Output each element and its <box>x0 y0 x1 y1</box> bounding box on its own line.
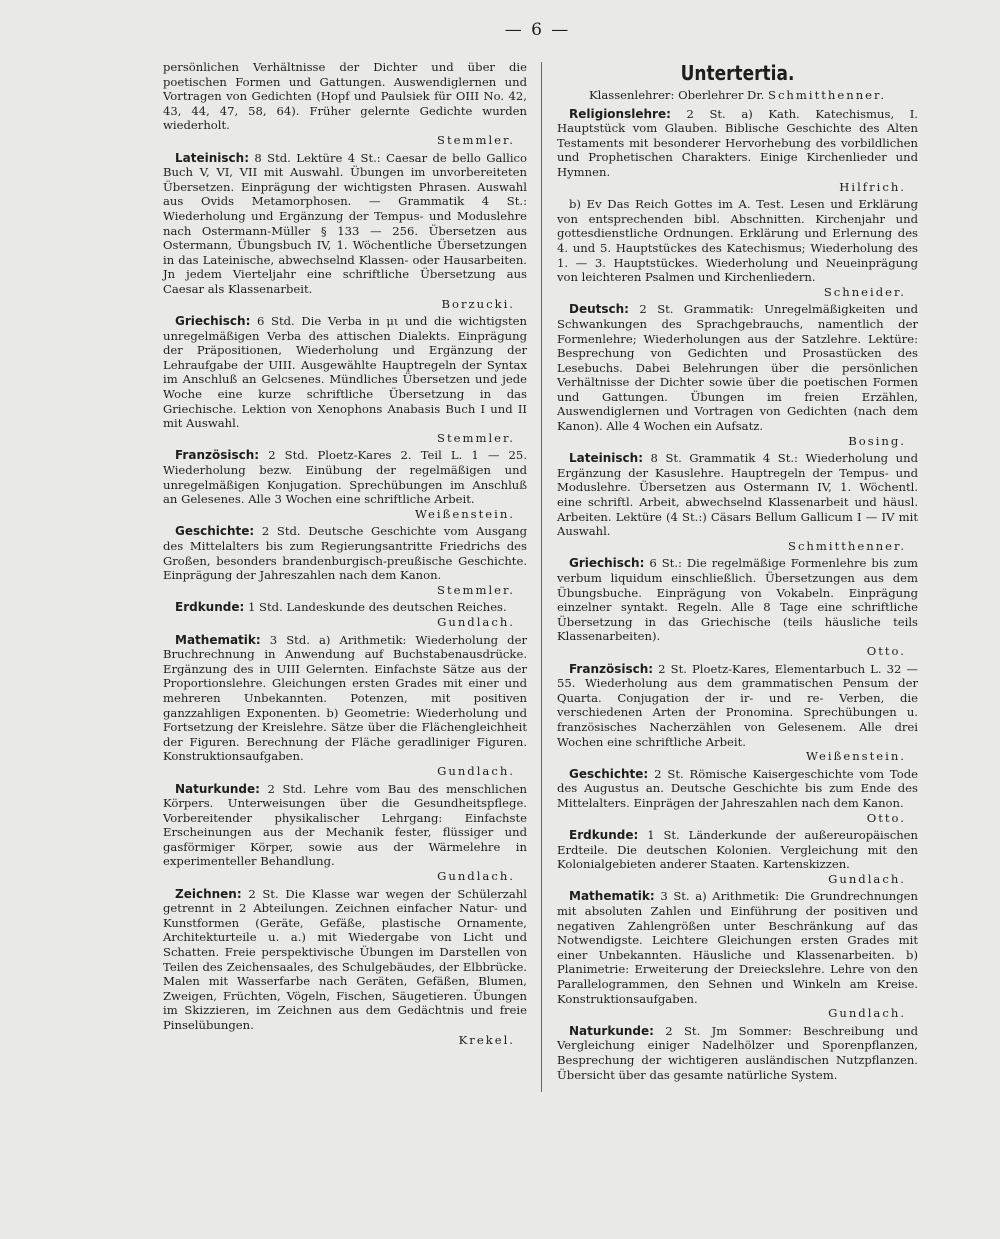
teacher-signature: Otto. <box>866 810 906 825</box>
teacher-signature: Gundlach. <box>828 871 906 886</box>
teacher-signature: Stemmler. <box>437 582 515 597</box>
subject-section <box>557 828 918 886</box>
right-sections <box>557 107 918 1083</box>
subject-heading: Religionslehre: <box>569 106 671 121</box>
subject-text: 2 Std. Deutsche Geschichte vom Ausgang des Mittelalters bis zum Regierungsantritte Friedrichs des Großen, besonders brandenburgisch-preußische Geschichte. Einprägung der Jahreszahlen nach dem Kanon. <box>163 524 528 583</box>
subject-heading: Geschichte: <box>175 524 255 539</box>
subject-text: b) Ev Das Reich Gottes im A. Test. Lesen und Erklärung von entsprechenden bibl. Abschnitten. Kirchenjahr und gottesdienstliche Ordnungen. Erklärung und Erlernung des 4. und 5. Hauptstückes des Katechismus; Wiederholung des 1. — 3. Hauptstückes. Wiederholung und Neueinprägung von leichteren Psalmen und Kirchenliedern. <box>557 197 918 285</box>
subject-section <box>557 767 918 825</box>
subject-heading: Naturkunde: <box>569 1023 654 1038</box>
subject-text: 8 Std. Lektüre 4 St.: Caesar de bello Gallico Buch V, VI, VII mit Auswahl. Übungen im unvorbereiteten Übersetzen. Einprägung der wichtigsten Phrasen. Auswahl aus Ovids Metamorphosen. — Grammatik 4 St.: Wiederholung und Ergänzung der Tempus- und Moduslehre nach Ostermann-Müller § 133 — 256. Übersetzen aus Ostermann, Übungsbuch IV, 1. Wöchentliche Übersetzungen in das Lateinische, abwechselnd Klassen- oder Hausarbeiten. Jn jedem Vierteljahr eine schriftliche Übersetzung aus Caesar als Klassenarbeit. <box>163 150 528 296</box>
teacher-signature: Borzucki. <box>441 296 515 311</box>
subject-heading: Französisch: <box>175 448 260 463</box>
subject-text: 2 Std. Lehre vom Bau des menschlichen Körpers. Unterweisungen über die Gesundheitspflege. Vorbereitender physikalischer Lehrgang: Einfachste Erscheinungen aus der Mechanik fester, flüssiger und gasförmiger Körper, sowie aus der Wärmelehre in experimenteller Behandlung. <box>163 781 528 869</box>
subject-section <box>557 662 918 764</box>
subject-heading: Geschichte: <box>569 766 649 781</box>
class-teacher <box>557 88 918 103</box>
subject-section <box>163 633 527 779</box>
subject-text: 2 St. Römische Kaisergeschichte vom Tode des Augustus an. Deutsche Geschichte bis zum Ende des Mittelalters. Einprägen der Jahreszahlen nach dem Kanon. <box>557 766 919 810</box>
teacher-signature: Weißenstein. <box>415 506 515 521</box>
subject-text: 3 Std. a) Arithmetik: Wiederholung der Bruchrechnung in Anwendung auf Buchstabenausdrücke. Ergänzung des in UIII Gelernten. Einfachste Sätze aus der Proportionslehre. Gleichungen ersten Grades mit einer und mehreren Unbekannten. Potenzen, mit positiven ganzzahligen Exponenten. b) Geometrie: Wiederholung und Fortsetzung der Kreislehre. Sätze über die Flächengleichheit der Figuren. Berechnung der Fläche geradliniger Figuren. Konstruktionsaufgaben. <box>163 632 527 764</box>
subject-text: 2 Std. Ploetz-Kares 2. Teil L. 1 — 25. Wiederholung bezw. Einübung der regelmäßigen und unregelmäßigen Konjugation. Sprechübungen im Anschluß an Gelesenes. Alle 3 Wochen eine schriftliche Arbeit. <box>163 448 527 507</box>
subject-heading: Deutsch: <box>569 302 629 317</box>
teacher-signature: Krekel. <box>458 1032 515 1047</box>
page-number: — 6 — <box>504 20 571 40</box>
subject-heading: Mathematik: <box>175 632 261 647</box>
subject-section <box>163 314 527 445</box>
teacher-signature: Gundlach. <box>437 763 515 778</box>
teacher-signature: Schneider. <box>823 284 906 299</box>
subject-heading: Lateinisch: <box>175 150 249 165</box>
subject-text: 2 St. Ploetz-Kares, Elementarbuch L. 32 — 55. Wiederholung aus dem grammatischen Pensum der Quarta. Conjugation der ir- und re- Verben, die verschiedenen Arten der Pronomina. Sprechübungen u. französisches Nacherzählen von Gelesenem. Alle drei Wochen eine schriftliche Arbeit. <box>557 661 919 749</box>
teacher-signature: Stemmler. <box>437 430 515 445</box>
subject-heading: Mathematik: <box>569 889 655 904</box>
subject-text: 3 St. a) Arithmetik: Die Grundrechnungen mit absoluten Zahlen und Einführung der positiven und negativen Zahlengrößen unter Beschränkung auf das Notwendigste. Leichtere Gleichungen ersten Grades mit einer Unbekannten. Häusliche und Klassenarbeiten. b) Planimetrie: Erweiterung der Dreieckslehre. Lehre von den Parallelogrammen, den Sehnen und Winkeln am Kreise. Konstruktionsaufgaben. <box>557 889 919 1006</box>
subject-section <box>163 448 527 521</box>
subject-section <box>557 302 918 448</box>
subject-section <box>557 556 918 658</box>
teacher-name: Schmitthenner. <box>768 88 886 102</box>
teacher-signature: Bosing. <box>848 433 906 448</box>
subject-text: 1 Std. Landeskunde des deutschen Reiches. <box>248 600 507 615</box>
teacher-signature: Otto. <box>866 643 906 658</box>
teacher-signature: Gundlach. <box>828 1006 906 1021</box>
subject-heading: Naturkunde: <box>175 781 260 796</box>
left-column <box>163 60 527 1050</box>
class-title: Untertertia. <box>680 61 795 85</box>
subject-text: 6 St.: Die regelmäßige Formenlehre bis zum verbum liquidum einschließlich. Übersetzungen aus dem Übungsbuche. Einprägung von Vokabeln. Einprägung einzelner syntakt. Regeln. Alle 8 Tage eine schriftliche Übersetzung in das Griechische (teils häusliche teils Klassenarbeiten). <box>557 556 919 644</box>
subject-heading: Erdkunde: <box>175 600 245 615</box>
subject-text: 2 St. Jm Sommer: Beschreibung und Vergleichung einiger Nadelhölzer und Sporenpflanzen, Besprechung der wichtigeren ausländischen Nutzpflanzen. Übersicht über das gesamte natürliche System. <box>557 1023 919 1082</box>
subject-section <box>557 107 918 195</box>
subject-section <box>163 887 527 1048</box>
intro-text: persönlichen Verhältnisse der Dichter und über die poetischen Formen und Gattungen. Auswendiglernen und Vortragen von Gedichten (Hopf und Paulsiek für OIII No. 42, 43, 44, 47, 58, 64). Früher gelernte Gedichte wurden wiederholt. <box>163 60 527 133</box>
subject-heading: Französisch: <box>569 661 654 676</box>
subject-section <box>163 524 527 597</box>
subject-section <box>163 151 527 312</box>
right-column <box>557 60 918 1085</box>
teacher-signature: Schmitthenner. <box>788 538 906 553</box>
teacher-signature: Gundlach. <box>437 614 515 629</box>
teacher-signature: Weißenstein. <box>806 749 906 764</box>
left-sections <box>163 151 527 1048</box>
intro-signature: Stemmler. <box>437 132 515 147</box>
intro-paragraph <box>163 60 527 148</box>
teacher-signature: Gundlach. <box>437 869 515 884</box>
subject-section <box>557 1024 918 1082</box>
subject-text: 2 St. a) Kath. Katechismus, I. Hauptstück vom Glauben. Biblische Geschichte des Alten Testaments mit besonderer Hervorhebung des vorbildlichen und Prophetischen Charakters. Einige Kirchenlieder und Hymnen. <box>557 106 918 179</box>
subject-section <box>557 197 918 299</box>
subject-section <box>163 782 527 884</box>
subject-text: 2 St. Grammatik: Unregelmäßigkeiten und Schwankungen des Sprachgebrauchs, namentlich der Formenlehre; Wiederholungen aus der Satzlehre. Lektüre: Besprechung von Gedichten und Prosastücken des Lesebuchs. Dabei Belehrungen über die persönlichen Verhältnisse der Dichter sowie über die poetischen Formen und Gattungen. Übungen im freien Erzählen, Auswendiglernen und Vortragen von Gedichten (nach dem Kanon). Alle 4 Wochen ein Aufsatz. <box>557 302 918 434</box>
subject-heading: Griechisch: <box>569 556 645 571</box>
subject-heading: Lateinisch: <box>569 451 643 466</box>
subject-text: 6 Std. Die Verba in μι und die wichtigsten unregelmäßigen Verba des attischen Dialekts. Einprägung der Präpositionen, Wiederholung und Ergänzung der Lehraufgabe der UIII. Ausgewählte Hauptregeln der Syntax im Anschluß an Gelcsenes. Mündliches Übersetzen und jede Woche eine kurze schriftliche Übersetzung in das Griechische. Lektion von Xenophons Anabasis Buch I und II mit Auswahl. <box>163 314 527 431</box>
teacher-signature: Hilfrich. <box>839 179 906 194</box>
column-divider <box>541 62 542 1092</box>
subject-text: 2 St. Die Klasse war wegen der Schülerzahl getrennt in 2 Abteilungen. Zeichnen einfacher Natur- und Kunstformen (Geräte, Gefäße, plastische Ornamente, Architekturteile u. a.) mit Wiedergabe von Licht und Schatten. Freie perspektivische Übungen im Darstellen von Teilen des Zeichensaales, des Schulgebäudes, der Elbbrücke. Malen mit Wasserfarbe nach Geräten, Gefäßen, Blumen, Zweigen, Früchten, Vögeln, Fischen, Säugetieren. Übungen im Skizzieren, im Zeichnen aus dem Gedächtnis und freie Pinselübungen. <box>163 886 527 1032</box>
teacher-label: Klassenlehrer: Oberlehrer Dr. <box>588 88 765 102</box>
subject-text: 8 St. Grammatik 4 St.: Wiederholung und Ergänzung der Kasuslehre. Hauptregeln der Tempus- und Moduslehre. Übersetzen aus Ostermann IV, 1. Wöchentl. eine schriftl. Arbeit, abwechselnd Klassenarbeit und häusl. Arbeiten. Lektüre (4 St.:) Cäsars Bellum Gallicum I — IV mit Auswahl. <box>557 451 918 539</box>
subject-heading: Griechisch: <box>175 314 251 329</box>
subject-text: 1 St. Länderkunde der außereuropäischen Erdteile. Die deutschen Kolonien. Vergleichung mit den Kolonialgebieten anderer Staaten. Kartenskizzen. <box>557 828 919 872</box>
subject-heading: Zeichnen: <box>175 886 242 901</box>
subject-section <box>557 889 918 1020</box>
subject-section <box>163 600 527 629</box>
subject-heading: Erdkunde: <box>569 828 639 843</box>
subject-section <box>557 451 918 553</box>
